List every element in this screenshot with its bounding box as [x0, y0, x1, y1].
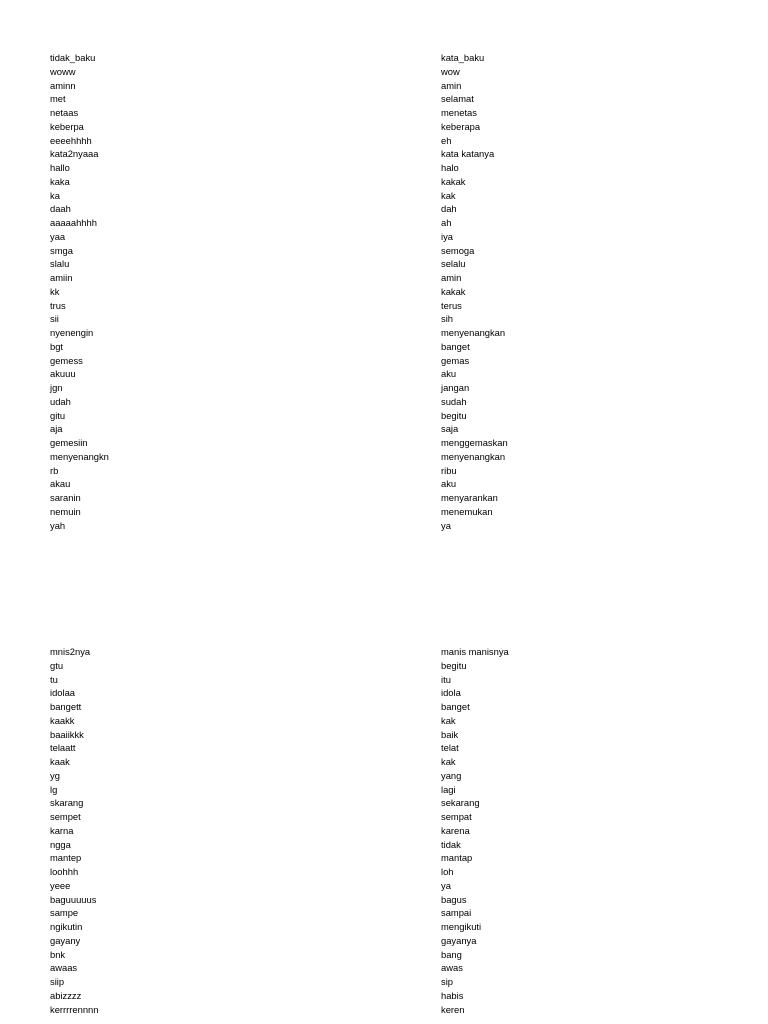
column-kata-baku	[441, 51, 508, 532]
word-cell: lagi	[441, 783, 456, 795]
word-cell: mengikuti	[441, 921, 482, 932]
word-cell: kata2nyaaa	[50, 148, 99, 160]
word-cell: loohhh	[50, 866, 79, 877]
word-cell: saja	[441, 423, 459, 435]
word-cell: kakak	[441, 175, 466, 187]
word-cell: sii	[50, 313, 59, 325]
word-cell: skarang	[50, 797, 84, 809]
word-cell: kata katanya	[441, 148, 495, 160]
word-cell: kerrrrennnn	[50, 1003, 99, 1015]
word-cell: kaak	[50, 756, 70, 767]
word-cell: keren	[441, 1003, 465, 1015]
word-cell: tu	[50, 673, 58, 685]
word-cell: mnis2nya	[50, 646, 91, 657]
word-cell: keberpa	[50, 120, 84, 132]
word-cell: abizzzz	[50, 989, 82, 1001]
word-cell: trus	[50, 299, 66, 311]
word-cell: tidak	[441, 838, 461, 850]
word-cell: awas	[441, 962, 463, 974]
word-cell: bnk	[50, 948, 66, 960]
column-tidak-baku	[50, 51, 109, 532]
word-cell: sampe	[50, 907, 79, 919]
word-cell: kaakk	[50, 714, 75, 726]
word-cell: kata_baku	[441, 52, 485, 63]
word-cell: sekarang	[441, 797, 480, 809]
word-cell: menggemaskan	[441, 437, 508, 448]
word-cell: kakak	[441, 285, 466, 297]
word-cell: manis manisnya	[441, 646, 509, 657]
word-cell: bangett	[50, 701, 82, 712]
word-cell: bgt	[50, 340, 64, 352]
word-cell: halo	[441, 162, 459, 173]
word-cell: sip	[441, 976, 453, 987]
word-cell: karena	[441, 824, 470, 836]
word-cell: ya	[441, 879, 451, 891]
word-cell: begitu	[441, 409, 467, 421]
word-cell: gayany	[50, 934, 81, 946]
word-cell: sempet	[50, 811, 81, 822]
word-cell: telaatt	[50, 742, 76, 754]
word-cell: gitu	[50, 409, 66, 421]
word-cell: gemess	[50, 354, 83, 366]
word-cell: karna	[50, 824, 74, 836]
word-cell: tidak_baku	[50, 52, 96, 63]
word-cell: saranin	[50, 492, 81, 503]
word-cell: gayanya	[441, 934, 477, 946]
word-cell: aku	[441, 478, 457, 490]
word-cell: daah	[50, 203, 71, 215]
word-cell: met	[50, 93, 66, 105]
word-cell: yaa	[50, 230, 66, 242]
word-cell: menetas	[441, 107, 477, 118]
word-cell: akau	[50, 478, 71, 490]
word-cell: rb	[50, 464, 59, 476]
word-cell: sempat	[441, 811, 472, 822]
word-cell: terus	[441, 299, 462, 311]
word-cell: netaas	[50, 107, 79, 118]
word-cell: udah	[50, 395, 71, 407]
word-cell: hallo	[50, 162, 70, 173]
word-cell: menyarankan	[441, 492, 498, 503]
word-cell: wow	[441, 65, 460, 77]
word-cell: begitu	[441, 659, 467, 671]
word-cell: sih	[441, 313, 453, 325]
word-cell: woww	[50, 65, 76, 77]
word-cell: baik	[441, 728, 459, 740]
word-cell: menyenangkan	[441, 327, 506, 338]
word-cell: mantep	[50, 852, 82, 864]
word-cell: ah	[441, 217, 452, 228]
column-kata-baku	[441, 645, 509, 1016]
word-cell: banget	[441, 340, 470, 352]
column-tidak-baku	[50, 645, 98, 1016]
word-cell: idola	[441, 687, 461, 699]
word-cell: itu	[441, 673, 451, 685]
word-cell: baaiikkk	[50, 728, 84, 740]
word-cell: menemukan	[441, 505, 493, 517]
word-cell: bang	[441, 948, 462, 960]
word-cell: yang	[441, 769, 462, 781]
word-cell: ribu	[441, 464, 457, 476]
word-cell: eeeehhhh	[50, 134, 92, 146]
word-cell: eh	[441, 134, 452, 146]
word-cell: habis	[441, 989, 464, 1001]
word-cell: semoga	[441, 244, 475, 256]
word-cell: baguuuuus	[50, 893, 97, 905]
word-cell: iya	[441, 230, 453, 242]
word-cell: aminn	[50, 79, 76, 91]
word-cell: ka	[50, 189, 60, 201]
word-cell: amiin	[50, 272, 73, 283]
word-cell: kak	[441, 714, 456, 726]
word-cell: kk	[50, 285, 60, 297]
word-cell: kaka	[50, 175, 70, 187]
word-cell: akuuu	[50, 368, 76, 380]
word-cell: amin	[441, 79, 462, 91]
word-cell: aja	[50, 423, 63, 435]
word-cell: ya	[441, 519, 451, 531]
word-cell: aku	[441, 368, 457, 380]
word-cell: aaaaahhhh	[50, 217, 97, 228]
word-cell: yeee	[50, 879, 71, 891]
word-cell: gemesiin	[50, 437, 88, 448]
word-cell: ngga	[50, 838, 71, 850]
word-cell: sampai	[441, 907, 472, 919]
word-cell: nyenengin	[50, 327, 94, 338]
word-table-block-1	[0, 51, 768, 541]
word-table-block-2	[0, 645, 768, 1024]
word-cell: yah	[50, 519, 66, 531]
word-cell: idolaa	[50, 687, 76, 699]
word-cell: siip	[50, 976, 65, 987]
word-cell: jgn	[50, 382, 63, 393]
word-cell: yg	[50, 769, 60, 781]
word-cell: keberapa	[441, 120, 481, 132]
word-cell: lg	[50, 783, 58, 795]
word-cell: dah	[441, 203, 457, 215]
word-cell: gtu	[50, 659, 64, 671]
word-cell: kak	[441, 756, 456, 767]
word-cell: awaas	[50, 962, 78, 974]
word-cell: mantap	[441, 852, 473, 864]
word-cell: menyenangkn	[50, 450, 109, 462]
word-cell: telat	[441, 742, 459, 754]
word-cell: nemuin	[50, 505, 81, 517]
word-cell: jangan	[441, 382, 470, 393]
word-cell: selamat	[441, 93, 474, 105]
word-cell: slalu	[50, 258, 70, 270]
word-cell: kak	[441, 189, 456, 201]
word-cell: smga	[50, 244, 73, 256]
word-cell: banget	[441, 701, 470, 712]
word-cell: bagus	[441, 893, 467, 905]
word-cell: gemas	[441, 354, 470, 366]
word-cell: amin	[441, 272, 462, 283]
word-cell: selalu	[441, 258, 466, 270]
word-cell: sudah	[441, 395, 467, 407]
word-cell: menyenangkan	[441, 450, 506, 462]
word-cell: ngikutin	[50, 921, 83, 932]
word-cell: loh	[441, 866, 454, 877]
